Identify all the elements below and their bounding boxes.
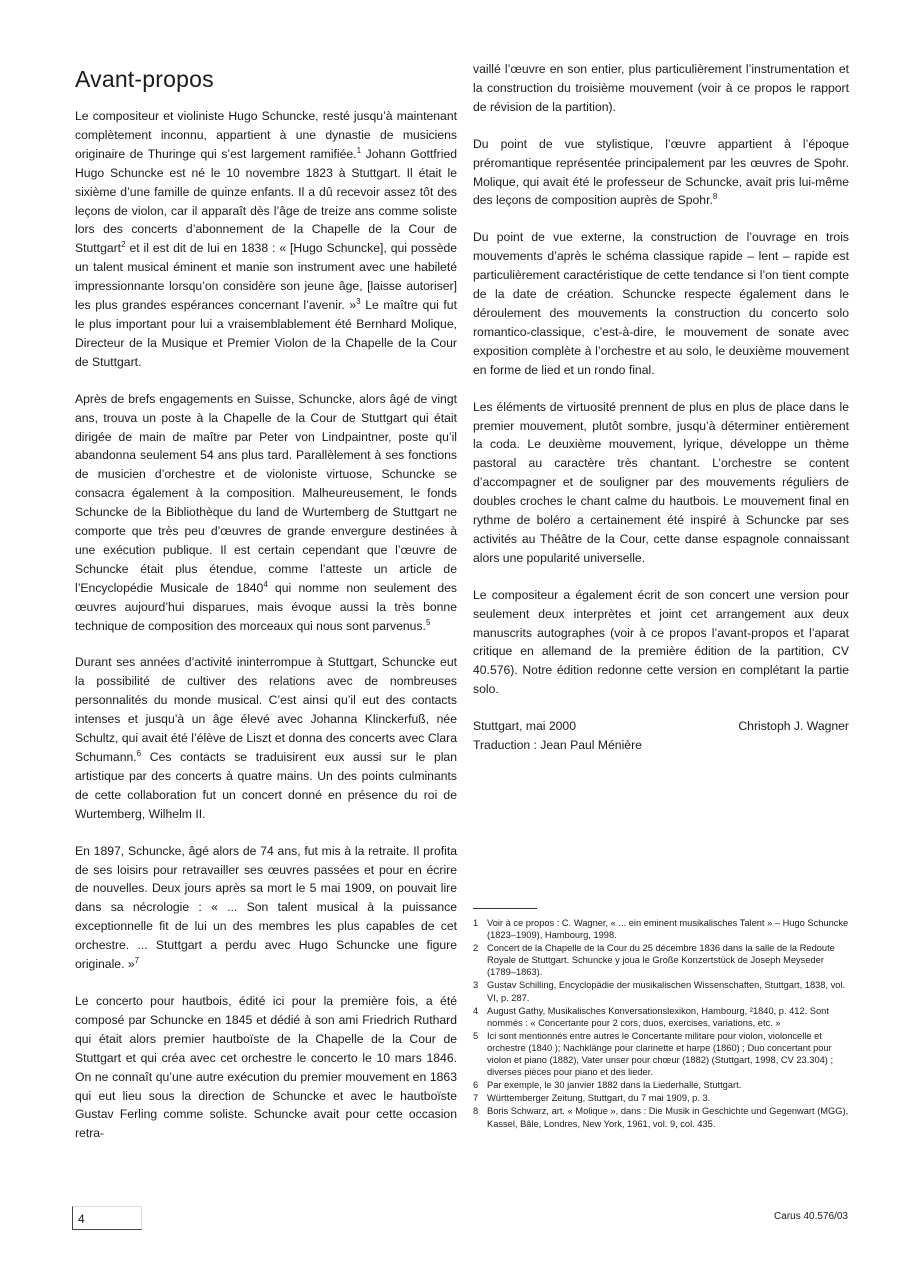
- signature-line: [473, 717, 849, 736]
- page-title: Avant-propos: [75, 66, 214, 92]
- left-column: [75, 60, 457, 1161]
- footnote-number: 6: [473, 1080, 479, 1091]
- text-run: Le compositeur et violiniste Hugo Schuncke, resté jusqu’à maintenant complètement inconnu, appartient à une dynastie de musiciens originaire de Thuringe qui s’est largement ramifiée.: [75, 109, 457, 161]
- footnote-ref: 6: [136, 748, 142, 758]
- text-run: Après de brefs engagements en Suisse, Schuncke, alors âgé de vingt ans, trouva un poste à la Chapelle de la Cour de Stuttgart qui était dirigée de main de maître par Peter von Lindpaintner, poste qu’il abandonna seulement 54 ans plus tard. Parallèlement à ses fonctions de musicien d’orchestre et de violoniste virtuose, Schuncke se consacra également à la composition. Malheureusement, le fonds Schuncke de la Bibliothèque du land de Wurtemberg de Stuttgart ne comporte que très peu d’œuvres de grande envergure destinées à une exécution publique. Il est certain cependant que l’œuvre de Schuncke était plus étendue, comme l’atteste un article de l’Encyclopédie Musicale de 1840: [75, 391, 457, 595]
- footnote-ref: 1: [356, 145, 362, 155]
- paragraph-biography: [75, 107, 457, 372]
- footnote-ref: 5: [425, 617, 431, 627]
- footnote: [473, 942, 849, 978]
- text-run: Le maître qui fut le plus important pour lui a vraisemblablement été Bernhard Molique, Directeur de la Musique et Premier Violon de la Chapelle de la Cour de Stuttgart.: [75, 298, 457, 369]
- footnote-ref: 7: [134, 956, 140, 965]
- text-run: qui nomme non seulement des œuvres aujourd’hui disparues, mais évoque aussi la très bonne technique de composition des morceaux qui nous sont parvenus.: [75, 580, 457, 633]
- footnote-text: Gustav Schilling, Encyclopädie der musikalischen Wissenschaften, Stuttgart, 1838, vol. VI, p. 287.: [487, 980, 846, 1003]
- paragraph-version: Le compositeur a également écrit de son concert une version pour seulement deux interprètes et joint cet arrangement aux deux manuscrits autographes (voir à ce propos l’avant-propos et l’aparat critique en allemand de la première édition de la partition, CV 40.576). Notre édition redonne cette version en complétant la partie solo.: [473, 587, 849, 697]
- footnote-text: Par exemple, le 30 janvier 1882 dans la Liederhalle, Stuttgart.: [487, 1080, 742, 1091]
- footnote: [473, 979, 849, 1003]
- footnote-text: Württemberger Zeitung, Stuttgart, du 7 mai 1909, p. 3.: [487, 1093, 711, 1104]
- footnote-number: 2: [473, 943, 479, 954]
- footnote: [473, 917, 849, 941]
- paragraph-structure: Du point de vue externe, la construction de l’ouvrage en trois mouvements d’après le schéma classique rapide – lent – rapide est particulièrement caractéristique de cette tendance si l’on tient compte de la date de création. Schuncke respecte également dans le déroulement des mouvements la construction du concerto solo romantico-classique, c’est-à-dire, le mouvement de sonate avec exposition complète à l’orchestre et au solo, le deuxième mouvement en forme de lied et un rondo final.: [473, 230, 849, 377]
- footnote: [473, 1092, 849, 1104]
- footnote-number: 7: [473, 1093, 479, 1104]
- footnote: [473, 1079, 849, 1091]
- footnote-number: 8: [473, 1106, 479, 1117]
- text-run: Ces contacts se traduisirent eux aussi sur le plan artistique par des concerts à quatre mains. Un des points culminants de cette collaboration fut un concert donné en présence du roi de Wurtemberg, Wilhelm II.: [75, 750, 457, 821]
- footnote-ref: 3: [356, 297, 361, 306]
- paragraph-virtuosity: Les éléments de virtuosité prennent de plus en plus de place dans le premier mouvement, plutôt sombre, jusqu’à déterminer entièrement la coda. Le deuxième mouvement, lyrique, développe un thème pastoral au caractère très chantant. L’orchestre se content d’accompagner et de souligner par des mouvements réguliers de doubles croches le chant calme du hautbois. Le mouvement final en rythme de boléro a certainement été inspiré à Schuncke par ses activités au Théâtre de la Cour, cette danse espagnole connaissant alors une popularité universelle.: [473, 399, 849, 565]
- footnote-ref: 8: [712, 192, 718, 202]
- footnote-text: Voir à ce propos : C. Wagner, « ... ein eminent musikalisches Talent » – Hugo Schuncke (1823–1909), Hambourg, 1998.: [487, 918, 849, 941]
- translator-credit: Traduction : Jean Paul Ménière: [473, 738, 642, 753]
- paragraph-relations: [75, 653, 457, 823]
- catalog-number: Carus 40.576/03: [774, 1211, 848, 1222]
- text-run: Durant ses années d’activité ininterrompue à Stuttgart, Schuncke eut la possibilité de cultiver des relations avec de nombreuses personnalités du monde musical. C’est ainsi qu’il eut des contacts intenses et jusqu’à un âge élevé avec Johanna Klinckerfuß, née Schultz, qui avait été l’élève de Liszt et donna des concerts avec Clara Schumann.: [75, 655, 457, 764]
- footnote: [473, 1030, 849, 1078]
- footnote: [473, 1105, 849, 1129]
- footnotes: [473, 908, 849, 1131]
- text-run: Du point de vue stylistique, l’œuvre appartient à l’époque préromantique représentée principalement par les œuvres de Spohr. Molique, qui avait été le professeur de Schuncke, avait pris lui-même des leçons de composition auprès de Spohr.: [473, 136, 849, 208]
- footnote-number: 4: [473, 1005, 479, 1016]
- footnote-text: Ici sont mentionnés entre autres le Concertante militare pour violon, violoncelle et orchestre (1840 ); Nachklänge pour clarinette et harpe (1860) ; Duo concertant pour violon et piano (1882), Vater unser pour chœur (1882) (Stuttgart, 1998, CV 23.304) ; diverses pièces pour piano et des lieder.: [487, 1030, 834, 1078]
- footnote-text: August Gathy, Musikalisches Konversationslexikon, Hambourg, ²1840, p. 412. Sont nommés : « Concertante pour 2 cors, duos, exercises, variations, etc. »: [487, 1005, 829, 1028]
- paragraph-style: [473, 135, 849, 211]
- text-run: En 1897, Schuncke, âgé alors de 74 ans, fut mis à la retraite. Il profita de ses loisirs pour retravailler ses œuvres passées et pour en écrire de nouvelles. Deux jours après sa mort le 5 mai 1909, on pouvait lire dans sa nécrologie : « ... Son talent musical à la puissance exceptionnelle fit de lui un des membres les plus capables de cet orchestre. ... Stuttgart a perdu avec Hugo Schuncke une figure originale. »: [75, 843, 457, 972]
- footnote-text: Concert de la Chapelle de la Cour du 25 décembre 1836 dans la salle de la Redoute Royale de Stuttgart. Schuncke y joua le Große Konzertstück de Joseph Meyseder (1789–1863).: [487, 943, 835, 978]
- footnote-number: 1: [473, 918, 479, 928]
- footnote-divider: [473, 908, 537, 909]
- page-number: 4: [72, 1206, 142, 1230]
- footnote-text: Boris Schwarz, art. « Molique », dans : Die Musik in Geschichte und Gegenwart (MGG), Kassel, Bâle, Londres, New York, 1961, vol. 9, col. 435.: [487, 1106, 849, 1129]
- footnote-ref: 4: [263, 579, 268, 589]
- footnote-number: 3: [473, 980, 479, 991]
- right-column: [473, 60, 849, 755]
- author-name: Christoph J. Wagner: [738, 719, 849, 734]
- paragraph-retirement: [75, 842, 457, 974]
- text-run: Johann Gottfried Hugo Schuncke est né le 10 novembre 1823 à Stuttgart. Il était le sixième d’une famille de quinze enfants. Il a dû recevoir assez tôt des leçons de violon, car il apparaît dès l’âge de treize ans comme soliste lors des concerts d’abonnement de la Chapelle de la Cour de Stuttgart: [75, 146, 458, 256]
- footnote: [473, 1005, 849, 1029]
- footnote-number: 5: [473, 1030, 479, 1041]
- place-date: Stuttgart, mai 2000: [473, 719, 576, 734]
- footnote-ref: 2: [121, 240, 126, 250]
- paragraph-career: [75, 390, 457, 636]
- text-run: et il est dit de lui en 1838 : « [Hugo Schuncke], qui possède un talent musical éminent et manie son instrument avec une habileté impressionnante lorsqu’on considère son jeune âge, [laisse autoriser] les plus grandes espérances concernant l’avenir. »: [75, 241, 457, 313]
- paragraph-concerto: Le concerto pour hautbois, édité ici pour la première fois, a été composé par Schuncke en 1845 et dédié à son ami Friedrich Ruthard qui était alors premier hautboïste de la Chapelle de la Cour de Stuttgart et qui créa avec cet orchestre le concerto le 10 mars 1846. On ne connaît qu’une autre exécution du premier mouvement en 1863 qui eut lieu sous la direction de Schuncke et avec le hautboïste Gustav Ferling comme soliste. Schuncke avait pour cette occasion retra-: [75, 993, 457, 1141]
- paragraph-continuation: vaillé l’œuvre en son entier, plus particulièrement l’instrumentation et la construction du troisième mouvement (voir à ce propos le rapport de révision de la partition).: [473, 62, 849, 114]
